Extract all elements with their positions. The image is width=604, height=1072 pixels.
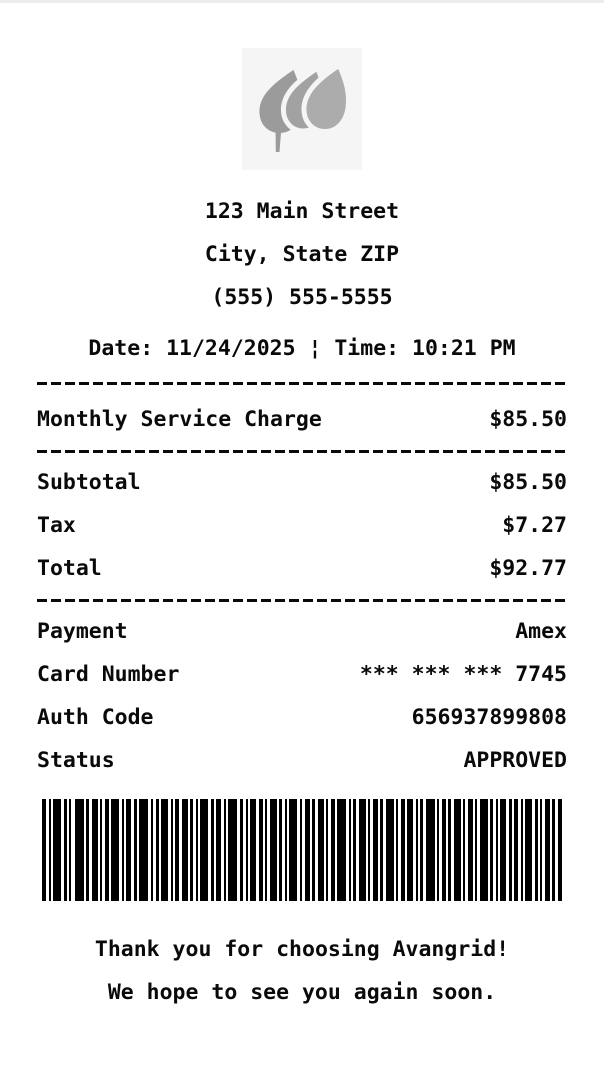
barcode-bar [86, 799, 89, 901]
dashed-separator [37, 599, 567, 602]
barcode-bar [105, 799, 109, 901]
auth-code-label: Auth Code [37, 705, 154, 730]
barcode-bar [349, 799, 351, 901]
barcode-bar [380, 799, 383, 901]
barcode-bar [368, 799, 370, 901]
status-row [37, 739, 567, 782]
logo-box [242, 48, 362, 170]
barcode-bar [359, 799, 366, 901]
barcode-bar [100, 799, 102, 901]
barcode-bar [521, 799, 523, 901]
barcode-bar [490, 799, 493, 901]
address-line-1: 123 Main Street [204, 199, 400, 224]
date-time-line: Date: 11/24/2025 ¦ Time: 10:21 PM [88, 336, 516, 361]
barcode-bar [525, 799, 532, 901]
barcode-bar [496, 799, 498, 901]
store-address-block [37, 190, 567, 319]
barcode-bar [552, 799, 555, 901]
barcode-bar [396, 799, 398, 901]
barcode-bar [326, 799, 328, 901]
barcode-bar [246, 799, 248, 901]
subtotal-label: Subtotal [37, 470, 141, 495]
barcode-bar [305, 799, 310, 901]
footer [37, 928, 567, 1014]
footer-line-1: Thank you for choosing Avangrid! [94, 937, 510, 962]
barcode-bar [416, 799, 418, 901]
barcode-bar [175, 799, 179, 901]
tax-label: Tax [37, 513, 76, 538]
payment-label: Payment [37, 619, 128, 644]
barcode-bar [228, 799, 237, 901]
total-value: $92.77 [489, 556, 567, 581]
barcode-bar [49, 799, 51, 901]
receipt-body [37, 190, 567, 1014]
totals-section [37, 461, 567, 590]
card-number-label: Card Number [37, 662, 180, 687]
barcode-bar [134, 799, 137, 901]
barcode-bar [259, 799, 263, 901]
item-row [37, 398, 567, 441]
barcode-bar [285, 799, 287, 901]
barcode-bar [161, 799, 168, 901]
barcode-bar [182, 799, 188, 901]
store-phone: (555) 555-5555 [211, 285, 393, 310]
barcode-bar [92, 799, 98, 901]
auth-code-value: 656937899808 [411, 705, 567, 730]
barcode-bar [156, 799, 159, 901]
barcode-bar [111, 799, 119, 901]
subtotal-row [37, 461, 567, 504]
barcode-bar [475, 799, 477, 901]
top-edge-strip [0, 0, 604, 3]
footer-line-2: We hope to see you again soon. [107, 980, 497, 1005]
barcode-bar [420, 799, 423, 901]
barcode-bar [64, 799, 67, 901]
barcode-bar [454, 799, 461, 901]
barcode-bar [426, 799, 435, 901]
barcode-bar [250, 799, 256, 901]
card-number-value: *** *** *** 7745 [359, 662, 567, 687]
barcode-bar [211, 799, 214, 901]
dashed-separator [37, 382, 567, 385]
barcode-bar [139, 799, 148, 901]
payment-method-value: Amex [515, 619, 567, 644]
barcode-bar [437, 799, 439, 901]
subtotal-value: $85.50 [489, 470, 567, 495]
barcode-bar [386, 799, 394, 901]
barcode-bar [289, 799, 297, 901]
item-price: $85.50 [489, 407, 567, 432]
barcode-bar [463, 799, 465, 901]
barcode-bar [468, 799, 473, 901]
barcode-bar [558, 799, 562, 901]
barcode-bar [240, 799, 243, 901]
barcode-bar [151, 799, 153, 901]
barcode-bar [190, 799, 193, 901]
tax-row [37, 504, 567, 547]
barcode-bar [331, 799, 335, 901]
barcode-bar [270, 799, 277, 901]
total-row [37, 547, 567, 590]
status-value: APPROVED [463, 748, 567, 773]
auth-code-row [37, 696, 567, 739]
total-label: Total [37, 556, 102, 581]
barcode-bar [122, 799, 124, 901]
barcode-bar [300, 799, 302, 901]
logo-area [0, 48, 604, 170]
payment-section [37, 610, 567, 782]
barcode-bar [318, 799, 324, 901]
barcode-bar [535, 799, 538, 901]
address-line-2: City, State ZIP [204, 242, 400, 267]
barcode-bar [407, 799, 413, 901]
barcode-bar [337, 799, 346, 901]
card-number-row [37, 653, 567, 696]
item-name: Monthly Service Charge [37, 407, 322, 432]
barcode-bar [224, 799, 226, 901]
barcode-bar [480, 799, 488, 901]
barcode-bar [540, 799, 542, 901]
barcode-bar [196, 799, 198, 901]
barcode-bar [265, 799, 267, 901]
barcode-bar [500, 799, 506, 901]
barcode [42, 799, 562, 901]
barcode-bar [312, 799, 315, 901]
status-label: Status [37, 748, 115, 773]
items-section [37, 398, 567, 441]
barcode-bar [75, 799, 84, 901]
three-leaves-icon [242, 48, 362, 170]
barcode-bar [545, 799, 550, 901]
barcode-bar [69, 799, 71, 901]
barcode-bar [401, 799, 405, 901]
barcode-bar [279, 799, 282, 901]
barcode-bar [216, 799, 221, 901]
barcode-bar [373, 799, 378, 901]
barcode-bar [126, 799, 131, 901]
dashed-separator [37, 450, 567, 453]
tax-value: $7.27 [502, 513, 567, 538]
barcode-bar [514, 799, 518, 901]
barcode-bar [200, 799, 208, 901]
barcode-bar [442, 799, 446, 901]
barcode-bar [53, 799, 61, 901]
barcode-bar [448, 799, 451, 901]
barcode-bar [171, 799, 173, 901]
payment-method-row [37, 610, 567, 653]
barcode-bar [509, 799, 512, 901]
barcode-bar [42, 799, 46, 901]
barcode-bar [353, 799, 356, 901]
